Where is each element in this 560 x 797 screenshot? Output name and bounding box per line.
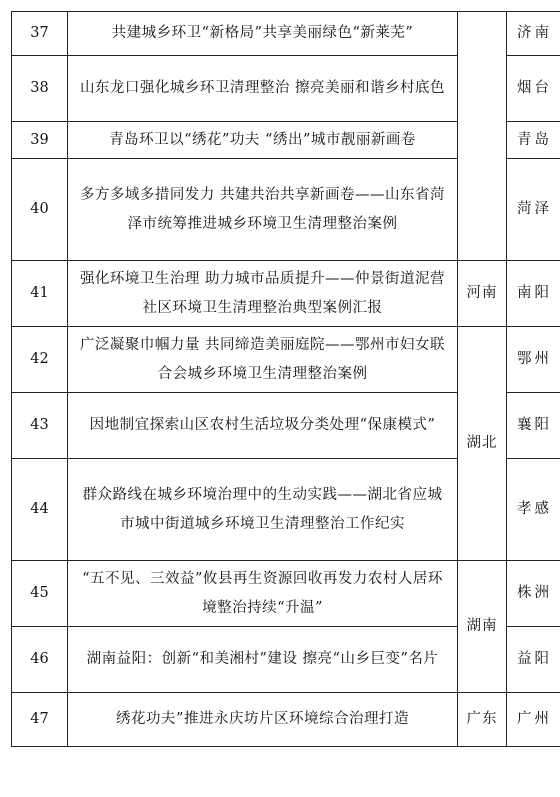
case-title: 强化环境卫生治理 助力城市品质提升——仲景街道泥营社区环境卫生清理整治典型案例汇报 [68, 261, 458, 327]
city-cell: 襄阳 [507, 393, 560, 459]
city-cell: 菏泽 [507, 159, 560, 261]
case-title: “五不见、三效益”攸县再生资源回收再发力农村人居环境整治持续“升温” [68, 561, 458, 627]
case-title: 群众路线在城乡环境治理中的生动实践——湖北省应城市城中街道城乡环境卫生清理整治工作纪实 [68, 459, 458, 561]
case-title: 绣花功夫”推进永庆坊片区环境综合治理打造 [68, 693, 458, 747]
case-title: 共建城乡环卫“新格局”共享美丽绿色“新莱芜” [68, 12, 458, 56]
province-cell: 广东 [458, 693, 507, 747]
case-title: 广泛凝聚巾帼力量 共同缔造美丽庭院——鄂州市妇女联合会城乡环境卫生清理整治案例 [68, 327, 458, 393]
row-number: 45 [12, 561, 68, 627]
province-cell [458, 12, 507, 261]
city-cell: 广州 [507, 693, 560, 747]
row-number: 44 [12, 459, 68, 561]
case-title: 多方多域多措同发力 共建共治共享新画卷——山东省菏泽市统筹推进城乡环境卫生清理整治案例 [68, 159, 458, 261]
row-number: 38 [12, 56, 68, 122]
city-cell: 益阳 [507, 627, 560, 693]
table-row [12, 693, 560, 747]
province-cell: 湖北 [458, 327, 507, 561]
city-cell: 青岛 [507, 122, 560, 159]
city-cell: 鄂州 [507, 327, 560, 393]
case-table [11, 11, 560, 747]
row-number: 41 [12, 261, 68, 327]
table-row [12, 12, 560, 56]
row-number: 39 [12, 122, 68, 159]
city-cell: 南阳 [507, 261, 560, 327]
row-number: 47 [12, 693, 68, 747]
case-title: 因地制宜探索山区农村生活垃圾分类处理“保康模式” [68, 393, 458, 459]
city-cell: 济南 [507, 12, 560, 56]
case-title: 青岛环卫以“绣花”功夫 “绣出”城市靓丽新画卷 [68, 122, 458, 159]
city-cell: 株洲 [507, 561, 560, 627]
row-number: 40 [12, 159, 68, 261]
case-title: 山东龙口强化城乡环卫清理整治 擦亮美丽和谐乡村底色 [68, 56, 458, 122]
table-row [12, 327, 560, 393]
province-cell: 湖南 [458, 561, 507, 693]
row-number: 37 [12, 12, 68, 56]
city-cell: 烟台 [507, 56, 560, 122]
case-title: 湖南益阳：创新“和美湘村”建设 擦亮“山乡巨变”名片 [68, 627, 458, 693]
row-number: 43 [12, 393, 68, 459]
table-row [12, 561, 560, 627]
province-cell: 河南 [458, 261, 507, 327]
city-cell: 孝感 [507, 459, 560, 561]
row-number: 46 [12, 627, 68, 693]
row-number: 42 [12, 327, 68, 393]
table-row [12, 261, 560, 327]
